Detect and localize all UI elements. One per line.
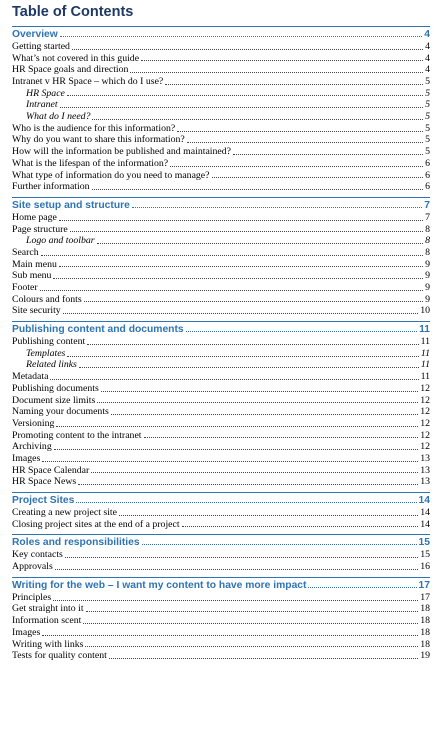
toc-entry[interactable]	[12, 592, 430, 604]
dot-leader	[212, 177, 424, 178]
toc-entry[interactable]	[12, 158, 430, 170]
toc-entry-text: Colours and fonts	[12, 293, 82, 305]
toc-section-heading[interactable]	[12, 534, 430, 549]
toc-entry-page-number: 11	[420, 371, 430, 383]
dot-leader	[177, 131, 423, 132]
dot-leader	[60, 36, 422, 37]
toc-entry[interactable]	[12, 476, 430, 488]
dot-leader	[92, 119, 423, 120]
toc-entry[interactable]	[12, 146, 430, 158]
dot-leader	[59, 266, 423, 267]
toc-subentry[interactable]	[12, 99, 430, 111]
toc-entry-text: Site security	[12, 305, 61, 317]
dot-leader	[308, 587, 416, 588]
toc-entry[interactable]	[12, 549, 430, 561]
dot-leader	[187, 142, 423, 143]
toc-entry[interactable]	[12, 247, 430, 259]
dot-leader	[119, 515, 418, 516]
toc-entry[interactable]	[12, 519, 430, 531]
dot-leader	[97, 243, 424, 244]
dot-leader	[76, 502, 416, 503]
toc-subentry-text: What do I need?	[26, 111, 91, 123]
dot-leader	[65, 557, 418, 558]
toc-entry[interactable]	[12, 453, 430, 465]
dot-leader	[53, 278, 423, 279]
toc-entry-page-number: 14	[420, 518, 430, 530]
toc-entry-text: What’s not covered in this guide	[12, 52, 140, 64]
dot-leader	[67, 95, 423, 96]
dot-leader	[72, 49, 423, 50]
toc-entry-text: Home page	[12, 211, 57, 223]
toc-section-heading[interactable]	[12, 492, 430, 507]
dot-leader	[186, 331, 417, 332]
toc-entry-page-number: 14	[420, 507, 430, 519]
toc-entry-page-number: 8	[425, 223, 430, 235]
toc-entry-text: Information scent	[12, 615, 82, 627]
toc-entry-page-number: 9	[425, 282, 430, 294]
dot-leader	[142, 544, 417, 545]
toc-entry-text: HR Space News	[12, 476, 77, 488]
toc-section-heading-page-number: 14	[418, 495, 430, 507]
toc-entry[interactable]	[12, 282, 430, 294]
dot-leader	[42, 461, 418, 462]
toc-entry-text: Who is the audience for this information?	[12, 122, 176, 134]
toc-entry-text: Archiving	[12, 441, 52, 453]
toc-entry[interactable]	[12, 418, 430, 430]
dot-leader	[56, 426, 418, 427]
toc-entry-page-number: 11	[420, 336, 430, 348]
toc-entry-text: Naming your documents	[12, 406, 109, 418]
toc-entry-text: Approvals	[12, 561, 53, 573]
toc-entry-text: Principles	[12, 591, 52, 603]
toc-entry-page-number: 16	[420, 561, 430, 573]
dot-leader	[53, 600, 418, 601]
dot-leader	[233, 154, 423, 155]
toc-entry-page-number: 18	[420, 615, 430, 627]
toc-entry-page-number: 18	[420, 638, 430, 650]
toc-entry[interactable]	[12, 441, 430, 453]
toc-entry-page-number: 12	[420, 406, 430, 418]
toc-subentry[interactable]	[12, 88, 430, 100]
toc-entry-text: Metadata	[12, 371, 49, 383]
toc-entry[interactable]	[12, 212, 430, 224]
toc-entry-page-number: 8	[425, 246, 430, 258]
toc-entry-text: Further information	[12, 181, 90, 193]
toc-entry[interactable]	[12, 604, 430, 616]
dot-leader	[91, 472, 418, 473]
toc-entry-page-number: 15	[420, 549, 430, 561]
dot-leader	[83, 623, 418, 624]
dot-leader	[41, 255, 423, 256]
dot-leader	[60, 107, 424, 108]
toc-entry-text: Promoting content to the intranet	[12, 429, 142, 441]
toc-entry[interactable]	[12, 123, 430, 135]
toc-entry-text: Getting started	[12, 40, 70, 52]
toc-subentry-text: Related links	[26, 359, 77, 371]
toc-entry[interactable]	[12, 507, 430, 519]
dot-leader	[79, 367, 419, 368]
toc-subentry-text: Logo and toolbar	[26, 235, 95, 247]
toc-entry-text: Writing with links	[12, 638, 84, 650]
dot-leader	[141, 60, 423, 61]
toc-subentry-page-number: 11	[420, 359, 430, 371]
toc-section-heading-text: Publishing content and documents	[12, 324, 184, 336]
dot-leader	[97, 402, 418, 403]
toc-section-heading[interactable]	[12, 321, 430, 336]
dot-leader	[132, 207, 422, 208]
toc-section-heading-page-number: 7	[424, 199, 430, 211]
dot-leader	[55, 569, 418, 570]
toc-entry-text: Sub menu	[12, 270, 52, 282]
toc-section-heading-page-number: 17	[418, 579, 430, 591]
toc-subentry-page-number: 11	[420, 347, 430, 359]
toc-subentry-text: Templates	[26, 347, 66, 359]
toc-subentry-text: Intranet	[26, 99, 58, 111]
dot-leader	[70, 231, 423, 232]
dot-leader	[111, 414, 418, 415]
toc-entry-page-number: 9	[425, 270, 430, 282]
toc-entry-text: Main menu	[12, 258, 57, 270]
dot-leader	[67, 356, 419, 357]
toc-entry[interactable]	[12, 395, 430, 407]
toc-entry[interactable]	[12, 135, 430, 147]
toc-entry-page-number: 5	[425, 146, 430, 158]
toc-section-heading-text: Project Sites	[12, 495, 75, 507]
dot-leader	[92, 189, 424, 190]
toc-entry-page-number: 12	[420, 441, 430, 453]
toc-entry[interactable]	[12, 465, 430, 477]
toc-subentry[interactable]	[12, 348, 430, 360]
toc-entry-page-number: 13	[420, 452, 430, 464]
toc-subentry-page-number: 5	[425, 87, 430, 99]
dot-leader	[86, 611, 419, 612]
toc-entry-page-number: 5	[425, 134, 430, 146]
toc-entry-page-number: 18	[420, 603, 430, 615]
dot-leader	[165, 84, 423, 85]
dot-leader	[42, 635, 418, 636]
toc-entry-page-number: 12	[420, 417, 430, 429]
toc-entry-page-number: 7	[425, 211, 430, 223]
toc-entry-text: Publishing documents	[12, 382, 99, 394]
dot-leader	[84, 301, 423, 302]
table-of-contents	[12, 26, 430, 662]
toc-entry-page-number: 10	[420, 305, 430, 317]
toc-section-heading-page-number: 4	[424, 29, 430, 40]
toc-entry-text: What is the lifespan of the information?	[12, 157, 169, 169]
toc-subentry[interactable]	[12, 235, 430, 247]
toc-entry-page-number: 12	[420, 382, 430, 394]
toc-entry-page-number: 6	[425, 181, 430, 193]
toc-entry-text: Closing project sites at the end of a project	[12, 518, 180, 530]
toc-entry-page-number: 13	[420, 464, 430, 476]
toc-entry-page-number: 4	[425, 64, 430, 76]
toc-entry[interactable]	[12, 76, 430, 88]
toc-entry[interactable]	[12, 650, 430, 662]
dot-leader	[101, 391, 418, 392]
dot-leader	[144, 437, 419, 438]
toc-entry-page-number: 18	[420, 626, 430, 638]
toc-entry-page-number: 9	[425, 258, 430, 270]
toc-entry-text: Footer	[12, 282, 38, 294]
toc-section-heading-text: Site setup and structure	[12, 199, 130, 211]
toc-section-heading-page-number: 15	[418, 537, 430, 549]
toc-entry[interactable]	[12, 383, 430, 395]
toc-entry[interactable]	[12, 627, 430, 639]
dot-leader	[54, 449, 418, 450]
toc-entry-text: Get straight into it	[12, 603, 84, 615]
toc-entry-text: Images	[12, 626, 41, 638]
toc-entry-page-number: 12	[420, 429, 430, 441]
toc-entry-text: Key contacts	[12, 549, 63, 561]
toc-entry-text: Search	[12, 246, 39, 258]
toc-entry-page-number: 4	[425, 52, 430, 64]
toc-entry-page-number: 13	[420, 476, 430, 488]
dot-leader	[87, 344, 418, 345]
toc-entry-text: Images	[12, 452, 41, 464]
toc-entry-text: Tests for quality content	[12, 650, 107, 662]
toc-entry-page-number: 12	[420, 394, 430, 406]
toc-entry[interactable]	[12, 224, 430, 236]
toc-entry-text: Publishing content	[12, 336, 86, 348]
toc-entry-page-number: 9	[425, 293, 430, 305]
toc-entry-text: HR Space goals and direction	[12, 64, 129, 76]
page-title: Table of Contents	[12, 4, 134, 20]
toc-subentry-page-number: 8	[425, 235, 430, 247]
toc-entry[interactable]	[12, 41, 430, 53]
toc-section-heading[interactable]	[12, 577, 430, 592]
dot-leader	[85, 646, 418, 647]
toc-entry[interactable]	[12, 336, 430, 348]
toc-entry[interactable]	[12, 181, 430, 193]
toc-entry-text: Creating a new project site	[12, 507, 118, 519]
toc-entry-text: How will the information be published and maintained?	[12, 146, 232, 158]
toc-entry-page-number: 4	[425, 40, 430, 52]
toc-entry[interactable]	[12, 170, 430, 182]
toc-entry-page-number: 5	[425, 122, 430, 134]
toc-entry[interactable]	[12, 53, 430, 65]
toc-entry[interactable]	[12, 561, 430, 573]
toc-entry-text: Page structure	[12, 223, 68, 235]
toc-entry-text: Document size limits	[12, 394, 96, 406]
toc-subentry-page-number: 5	[425, 111, 430, 123]
toc-subentry[interactable]	[12, 111, 430, 123]
toc-entry[interactable]	[12, 639, 430, 651]
dot-leader	[50, 379, 418, 380]
toc-section-heading[interactable]	[12, 26, 430, 41]
dot-leader	[40, 290, 424, 291]
toc-section-heading-text: Overview	[12, 29, 58, 40]
toc-entry-text: Versioning	[12, 417, 55, 429]
toc-entry[interactable]	[12, 305, 430, 317]
dot-leader	[59, 220, 423, 221]
toc-section-heading[interactable]	[12, 197, 430, 212]
dot-leader	[78, 484, 418, 485]
toc-subentry-page-number: 5	[425, 99, 430, 111]
toc-entry-page-number: 6	[425, 169, 430, 181]
toc-entry-text: Why do you want to share this information?	[12, 134, 185, 146]
toc-section-heading-text: Roles and responsibilities	[12, 537, 140, 549]
toc-subentry-text: HR Space	[26, 87, 65, 99]
toc-entry-text: HR Space Calendar	[12, 464, 90, 476]
toc-entry[interactable]	[12, 371, 430, 383]
toc-entry-text: Intranet v HR Space – which do I use?	[12, 76, 164, 88]
dot-leader	[109, 658, 418, 659]
toc-subentry[interactable]	[12, 360, 430, 372]
toc-entry[interactable]	[12, 615, 430, 627]
toc-entry[interactable]	[12, 259, 430, 271]
dot-leader	[182, 526, 419, 527]
toc-entry-page-number: 17	[420, 591, 430, 603]
toc-entry[interactable]	[12, 294, 430, 306]
dot-leader	[63, 313, 419, 314]
dot-leader	[130, 72, 423, 73]
toc-entry-page-number: 5	[425, 76, 430, 88]
toc-entry[interactable]	[12, 270, 430, 282]
dot-leader	[170, 166, 423, 167]
toc-entry-page-number: 19	[420, 650, 430, 662]
toc-entry-text: What type of information do you need to manage?	[12, 169, 210, 181]
toc-section-heading-page-number: 11	[419, 324, 430, 336]
toc-entry-page-number: 6	[425, 157, 430, 169]
toc-entry[interactable]	[12, 64, 430, 76]
toc-entry[interactable]	[12, 430, 430, 442]
toc-entry[interactable]	[12, 406, 430, 418]
toc-section-heading-text: Writing for the web – I want my content to have more impact	[12, 579, 307, 591]
